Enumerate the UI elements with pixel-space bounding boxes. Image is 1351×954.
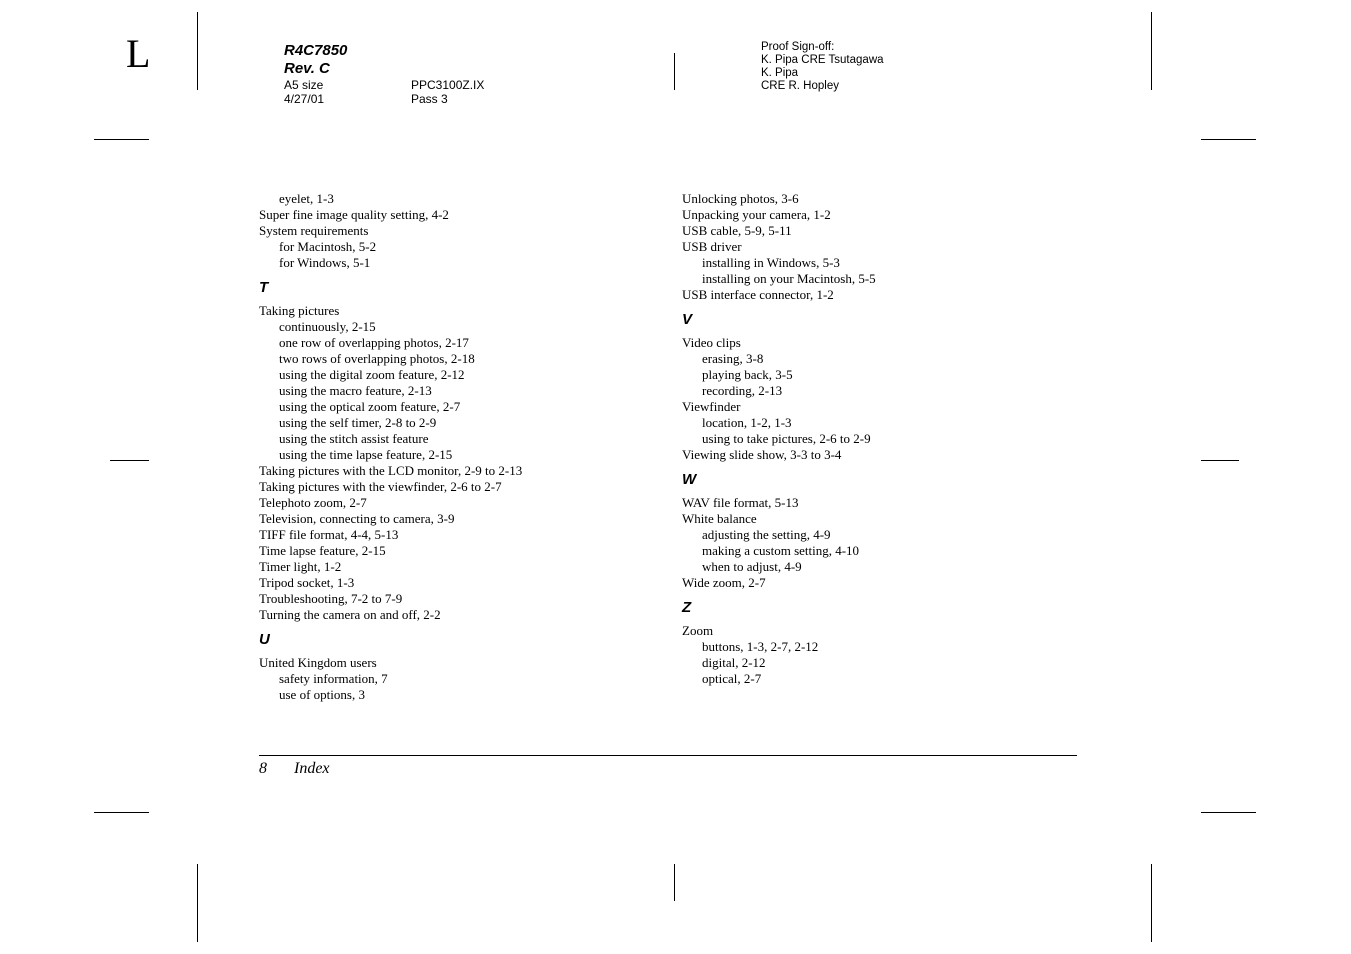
index-entry: TIFF file format, 4-4, 5-13 [259, 527, 399, 542]
index-subentry: using the optical zoom feature, 2-7 [279, 399, 461, 414]
page-number: 8 [259, 760, 267, 777]
index-letter-heading: W [682, 471, 697, 488]
index-entry: Taking pictures [259, 303, 340, 318]
index-subentry: using the macro feature, 2-13 [279, 383, 432, 398]
index-entry: Time lapse feature, 2-15 [259, 543, 386, 558]
index-entry: Wide zoom, 2-7 [682, 575, 766, 590]
pass-number: Pass 3 [411, 92, 448, 106]
index-entry: Tripod socket, 1-3 [259, 575, 355, 590]
footer-rule [259, 755, 1077, 756]
page-size: A5 size [284, 78, 324, 92]
index-subentry: using the self timer, 2-8 to 2-9 [279, 415, 437, 430]
index-entry: USB driver [682, 239, 742, 254]
index-subentry: making a custom setting, 4-10 [702, 543, 860, 558]
index-entry: Turning the camera on and off, 2-2 [259, 607, 441, 622]
index-entry: USB cable, 5-9, 5-11 [682, 223, 792, 238]
index-subentry: buttons, 1-3, 2-7, 2-12 [702, 639, 819, 654]
index-entry: System requirements [259, 223, 369, 238]
index-subentry: location, 1-2, 1-3 [702, 415, 792, 430]
index-entry: USB interface connector, 1-2 [682, 287, 834, 302]
crop-mark [1201, 139, 1256, 140]
index-letter-heading: U [259, 631, 270, 648]
index-entry: WAV file format, 5-13 [682, 495, 799, 510]
index-subentry: eyelet, 1-3 [279, 191, 334, 206]
index-entry: Taking pictures with the LCD monitor, 2-9 to 2-13 [259, 463, 523, 478]
index-subentry: erasing, 3-8 [702, 351, 764, 366]
index-subentry: using the digital zoom feature, 2-12 [279, 367, 465, 382]
print-date: 4/27/01 [284, 92, 325, 106]
proof-title: Proof Sign-off: [761, 41, 835, 53]
section-title: Index [294, 760, 330, 777]
index-entry: Viewfinder [682, 399, 741, 414]
index-subentry: for Macintosh, 5-2 [279, 239, 377, 254]
index-subentry: digital, 2-12 [702, 655, 766, 670]
index-subentry: use of options, 3 [279, 687, 365, 702]
corner-mark: L [126, 31, 151, 76]
index-entry: Timer light, 1-2 [259, 559, 342, 574]
crop-mark [110, 460, 149, 461]
index-entry: Video clips [682, 335, 741, 350]
index-subentry: one row of overlapping photos, 2-17 [279, 335, 469, 350]
index-column-right [682, 191, 876, 687]
index-subentry: safety information, 7 [279, 671, 388, 686]
index-entry: White balance [682, 511, 757, 526]
index-entry: Taking pictures with the viewfinder, 2-6 to 2-7 [259, 479, 502, 494]
index-subentry: for Windows, 5-1 [279, 255, 371, 270]
index-letter-heading: Z [682, 599, 692, 616]
index-subentry: using the stitch assist feature [279, 431, 429, 446]
index-entry: Telephoto zoom, 2-7 [259, 495, 367, 510]
index-subentry: continuously, 2-15 [279, 319, 376, 334]
crop-mark [674, 864, 675, 901]
crop-mark [1201, 812, 1256, 813]
index-subentry: installing in Windows, 5-3 [702, 255, 840, 270]
crop-mark [1151, 12, 1152, 90]
crop-mark [674, 53, 675, 90]
index-entry: United Kingdom users [259, 655, 377, 670]
crop-mark [94, 139, 149, 140]
index-subentry: adjusting the setting, 4-9 [702, 527, 831, 542]
model-number: R4C7850 [284, 42, 348, 59]
index-entry: Zoom [682, 623, 714, 638]
index-subentry: two rows of overlapping photos, 2-18 [279, 351, 475, 366]
index-entry: Super fine image quality setting, 4-2 [259, 207, 449, 222]
crop-mark [197, 864, 198, 942]
index-subentry: playing back, 3-5 [702, 367, 793, 382]
index-subentry: when to adjust, 4-9 [702, 559, 802, 574]
index-entry: Unlocking photos, 3-6 [682, 191, 799, 206]
index-entry: Troubleshooting, 7-2 to 7-9 [259, 591, 403, 606]
crop-mark [1201, 460, 1239, 461]
index-entry: Unpacking your camera, 1-2 [682, 207, 831, 222]
index-subentry: installing on your Macintosh, 5-5 [702, 271, 876, 286]
proof-line: K. Pipa CRE Tsutagawa [761, 54, 884, 66]
index-letter-heading: T [259, 279, 269, 296]
crop-mark [1151, 864, 1152, 942]
crop-mark [94, 812, 149, 813]
proof-line: K. Pipa [761, 67, 799, 79]
index-letter-heading: V [682, 311, 693, 328]
proof-line: CRE R. Hopley [761, 80, 839, 92]
file-name: PPC3100Z.IX [411, 78, 485, 92]
index-entry: Television, connecting to camera, 3-9 [259, 511, 455, 526]
revision: Rev. C [284, 60, 330, 77]
crop-mark [197, 12, 198, 90]
proof-signoff [761, 41, 884, 93]
index-subentry: optical, 2-7 [702, 671, 762, 686]
index-subentry: using to take pictures, 2-6 to 2-9 [702, 431, 871, 446]
index-subentry: using the time lapse feature, 2-15 [279, 447, 453, 462]
index-column-left [259, 191, 522, 703]
index-subentry: recording, 2-13 [702, 383, 783, 398]
index-entry: Viewing slide show, 3-3 to 3-4 [682, 447, 842, 462]
